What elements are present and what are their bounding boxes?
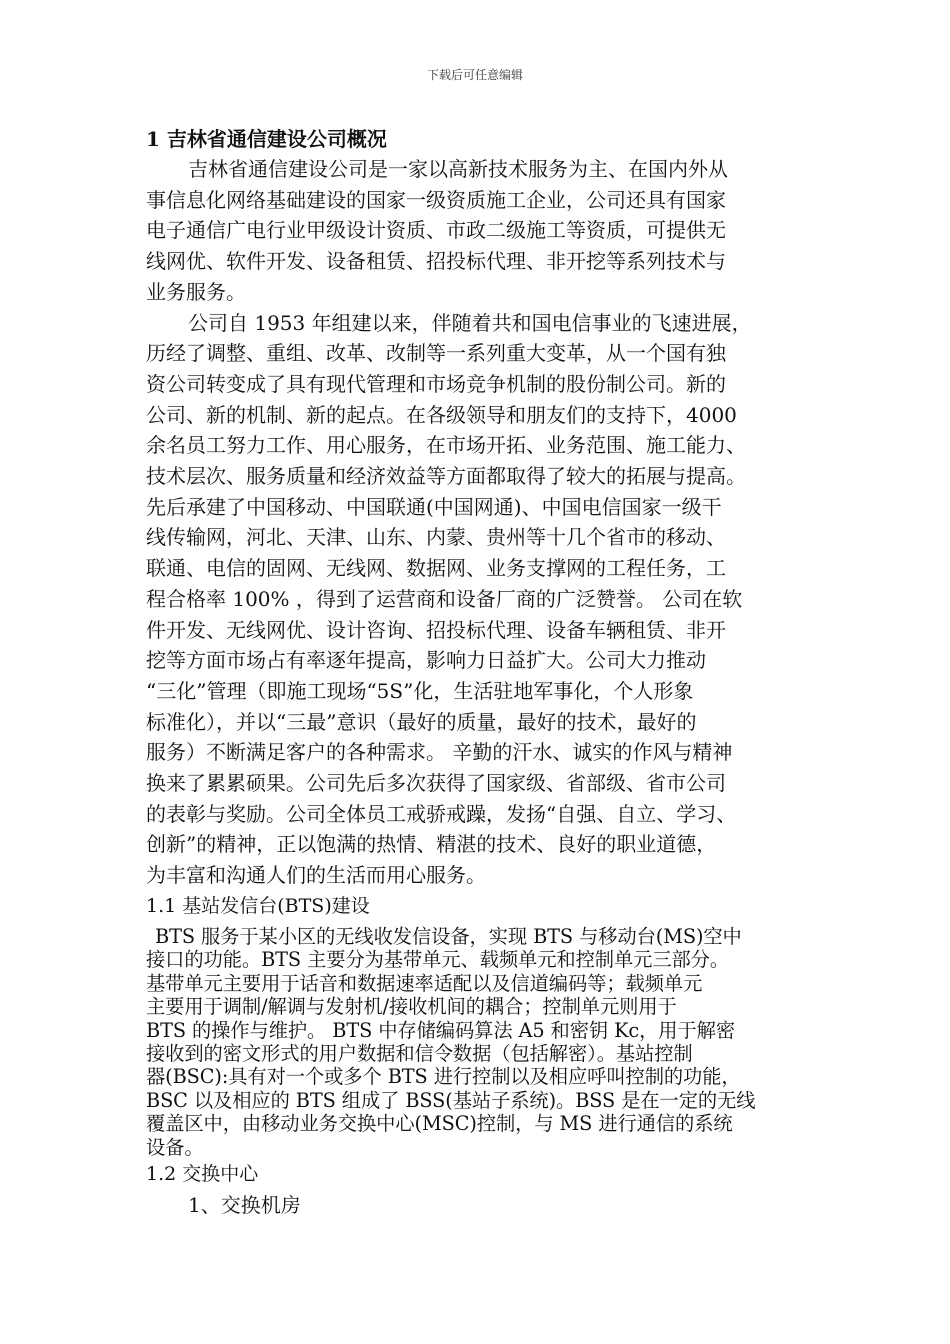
text-line: 电子通信广电行业甲级设计资质、市政二级施工等资质，可提供无	[146, 218, 726, 243]
text-line: 吉林省通信建设公司是一家以高新技术服务为主、在国内外从	[188, 157, 728, 181]
text-line: “三化”管理（即施工现场“5S”化，生活驻地军事化，个人形象	[146, 678, 694, 703]
text-line: 标准化），并以“三最”意识（最好的质量，最好的技术，最好的	[146, 709, 697, 734]
section-1-1-title: 1.1 基站发信台(BTS)建设	[146, 894, 370, 917]
text-line: 业务服务。	[146, 279, 246, 304]
text-line: 的表彰与奖励。公司全体员工戒骄戒躁，发扬“自强、自立、学习、	[146, 801, 737, 826]
text-line: 基带单元主要用于话音和数据速率适配以及信道编码等；载频单元	[146, 971, 703, 995]
text-line: 线网优、软件开发、设备租赁、招投标代理、非开挖等系列技术与	[146, 249, 726, 274]
text-line: 创新”的精神，正以饱满的热情、精湛的技术、良好的职业道德，	[146, 832, 717, 857]
text-line: 公司自 1953 年组建以来，伴随着共和国电信事业的飞速进展，	[188, 310, 752, 335]
page-header: 下载后可任意编辑	[426, 68, 523, 82]
document-body	[146, 124, 826, 1221]
text-line: 接收到的密文形式的用户数据和信令数据（包括解密）。基站控制	[146, 1041, 693, 1065]
text-line: 余名员工努力工作、用心服务，在市场开拓、业务范围、施工能力、	[146, 433, 746, 458]
text-line: 先后承建了中国移动、中国联通(中国网通)、中国电信国家一级干	[146, 494, 722, 519]
text-line: 件开发、无线网优、设计咨询、招投标代理、设备车辆租赁、非开	[146, 617, 726, 642]
text-line: 挖等方面市场占有率逐年提高，影响力日益扩大。公司大力推动	[146, 648, 706, 673]
text-line: 公司、新的机制、新的起点。在各级领导和朋友们的支持下，4000	[146, 402, 737, 427]
section-1-paragraph-1	[146, 154, 826, 308]
section-1-title: 1 吉林省通信建设公司概况	[146, 127, 387, 151]
text-line: 换来了累累硕果。公司先后多次获得了国家级、省部级、省市公司	[146, 771, 726, 796]
section-1-2-subtitle: 1、交换机房	[188, 1192, 301, 1217]
text-line: 覆盖区中，由移动业务交换中心(MSC)控制，与 MS 进行通信的系统	[146, 1112, 733, 1136]
text-line: 设备。	[146, 1135, 204, 1159]
text-line: BTS 服务于某小区的无线收发信设备，实现 BTS 与移动台(MS)空中	[155, 924, 742, 948]
section-1-2-title: 1.2 交换中心	[146, 1162, 259, 1185]
text-line: 资公司转变成了具有现代管理和市场竞争机制的股份制公司。新的	[146, 371, 726, 396]
text-line: 服务）不断满足客户的各种需求。 辛勤的汗水、诚实的作风与精神	[146, 740, 733, 765]
text-line: 事信息化网络基础建设的国家一级资质施工企业，公司还具有国家	[146, 187, 726, 212]
text-line: 为丰富和沟通人们的生活而用心服务。	[146, 863, 486, 888]
text-line: BTS 的操作与维护。 BTS 中存储编码算法 A5 和密钥 Kc，用于解密	[146, 1018, 736, 1042]
text-line: 技术层次、服务质量和经济效益等方面都取得了较大的拓展与提高。	[146, 464, 746, 489]
section-1-1-paragraph	[146, 925, 826, 1159]
text-line: 线传输网，河北、天津、山东、内蒙、贵州等十几个省市的移动、	[146, 525, 726, 550]
text-line: 接口的功能。BTS 主要分为基带单元、载频单元和控制单元三部分。	[146, 948, 730, 972]
text-line: 器(BSC):具有对一个或多个 BTS 进行控制以及相应呼叫控制的功能，	[146, 1065, 741, 1089]
text-line: 主要用于调制/解调与发射机/接收机间的耦合；控制单元则用于	[146, 995, 677, 1019]
section-1-paragraph-2	[146, 308, 826, 891]
text-line: BSC 以及相应的 BTS 组成了 BSS(基站子系统)。BSS 是在一定的无线	[146, 1088, 756, 1112]
text-line: 联通、电信的固网、无线网、数据网、业务支撑网的工程任务，工	[146, 556, 726, 581]
text-line: 程合格率 100% ，得到了运营商和设备厂商的广泛赞誉。 公司在软	[146, 586, 743, 611]
text-line: 历经了调整、重组、改革、改制等一系列重大变革，从一个国有独	[146, 341, 726, 366]
